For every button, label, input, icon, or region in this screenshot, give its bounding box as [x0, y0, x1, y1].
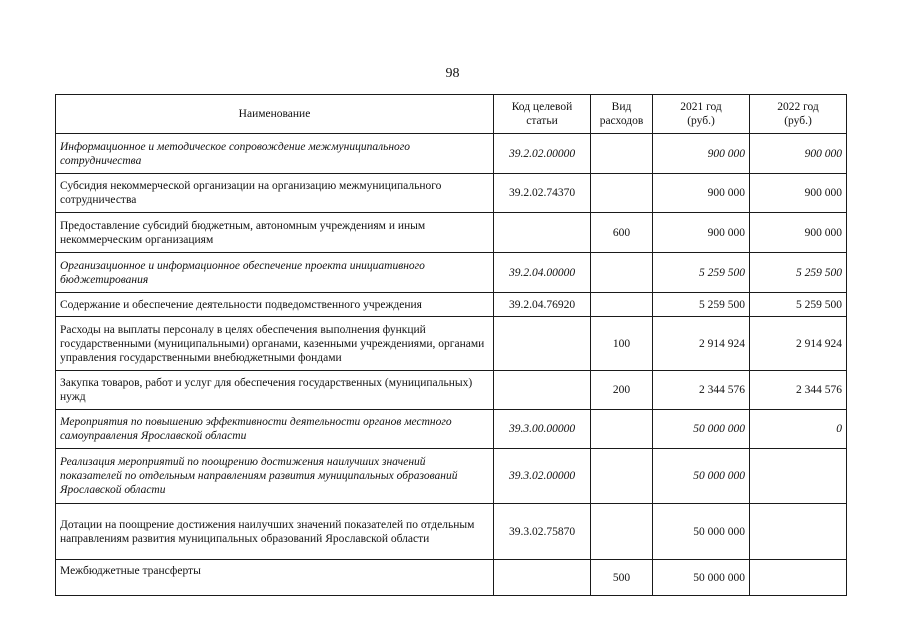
row-2022: 900 000 — [750, 174, 847, 213]
row-2022: 2 914 924 — [750, 317, 847, 371]
header-exp-line1: Вид — [611, 101, 632, 113]
header-2022-line1: 2022 год — [777, 101, 819, 113]
row-2021: 900 000 — [653, 213, 750, 253]
header-2022-line2: (руб.) — [784, 115, 812, 127]
header-2021-line2: (руб.) — [687, 115, 715, 127]
table-row — [56, 560, 847, 596]
row-expense-type: 600 — [591, 213, 653, 253]
row-code — [494, 213, 591, 253]
row-2022: 900 000 — [750, 134, 847, 174]
row-code: 39.2.04.00000 — [494, 253, 591, 293]
table-row — [56, 371, 847, 410]
row-2022 — [750, 504, 847, 560]
row-2021: 5 259 500 — [653, 293, 750, 317]
table-row — [56, 213, 847, 253]
row-2021: 50 000 000 — [653, 449, 750, 504]
table-row — [56, 134, 847, 174]
header-name: Наименование — [56, 95, 494, 134]
row-name: Информационное и методическое сопровождение межмуниципального сотрудничества — [56, 134, 494, 174]
row-expense-type — [591, 410, 653, 449]
row-expense-type: 200 — [591, 371, 653, 410]
row-name: Закупка товаров, работ и услуг для обеспечения государственных (муниципальных) нужд — [56, 371, 494, 410]
row-code: 39.3.02.75870 — [494, 504, 591, 560]
table-row — [56, 449, 847, 504]
header-exp-line2: расходов — [599, 115, 644, 127]
row-name: Мероприятия по повышению эффективности деятельности органов местного самоуправления Ярославской области — [56, 410, 494, 449]
row-expense-type — [591, 174, 653, 213]
row-2022: 0 — [750, 410, 847, 449]
row-name: Субсидия некоммерческой организации на организацию межмуниципального сотрудничества — [56, 174, 494, 213]
row-2021: 50 000 000 — [653, 504, 750, 560]
row-expense-type: 500 — [591, 560, 653, 596]
row-expense-type — [591, 504, 653, 560]
table-row — [56, 293, 847, 317]
header-2021 — [653, 95, 750, 134]
row-2021: 900 000 — [653, 134, 750, 174]
row-expense-type — [591, 253, 653, 293]
table-row — [56, 174, 847, 213]
header-expense-type — [591, 95, 653, 134]
header-2021-line1: 2021 год — [680, 101, 722, 113]
table-row — [56, 410, 847, 449]
row-code: 39.3.02.00000 — [494, 449, 591, 504]
row-2021: 2 344 576 — [653, 371, 750, 410]
row-code — [494, 371, 591, 410]
row-2022: 2 344 576 — [750, 371, 847, 410]
row-2021: 50 000 000 — [653, 410, 750, 449]
row-code: 39.2.02.00000 — [494, 134, 591, 174]
row-name: Дотации на поощрение достижения наилучших значений показателей по отдельным направлениям развития муниципальных образований Ярославской области — [56, 504, 494, 560]
row-name: Реализация мероприятий по поощрению достижения наилучших значений показателей по отдельным направлениям развития муниципальных образований Ярославской области — [56, 449, 494, 504]
row-code: 39.2.04.76920 — [494, 293, 591, 317]
table-row — [56, 317, 847, 371]
row-2022 — [750, 449, 847, 504]
row-2022: 900 000 — [750, 213, 847, 253]
row-2022: 5 259 500 — [750, 253, 847, 293]
row-name: Содержание и обеспечение деятельности подведомственного учреждения — [56, 293, 494, 317]
row-name: Расходы на выплаты персоналу в целях обеспечения выполнения функций государственными (муниципальными) органами, казенными учреждениями, органами управления государственными внебюджетными фондами — [56, 317, 494, 371]
row-code: 39.2.02.74370 — [494, 174, 591, 213]
row-2021: 2 914 924 — [653, 317, 750, 371]
header-code — [494, 95, 591, 134]
row-expense-type: 100 — [591, 317, 653, 371]
page-number: 98 — [445, 66, 460, 81]
row-2021: 900 000 — [653, 174, 750, 213]
header-2022 — [750, 95, 847, 134]
table-row — [56, 253, 847, 293]
row-code — [494, 317, 591, 371]
row-expense-type — [591, 293, 653, 317]
row-2021: 5 259 500 — [653, 253, 750, 293]
row-code: 39.3.00.00000 — [494, 410, 591, 449]
row-expense-type — [591, 134, 653, 174]
header-code-line1: Код целевой — [511, 101, 573, 113]
row-name: Предоставление субсидий бюджетным, автономным учреждениям и иным некоммерческим организациям — [56, 213, 494, 253]
row-2022 — [750, 560, 847, 596]
row-2022: 5 259 500 — [750, 293, 847, 317]
row-name: Организационное и информационное обеспечение проекта инициативного бюджетирования — [56, 253, 494, 293]
header-code-line2: статьи — [526, 115, 558, 127]
table-row — [56, 504, 847, 560]
table-header-row — [56, 95, 847, 134]
budget-table — [55, 94, 847, 596]
row-code — [494, 560, 591, 596]
row-name: Межбюджетные трансферты — [56, 560, 494, 596]
row-expense-type — [591, 449, 653, 504]
row-2021: 50 000 000 — [653, 560, 750, 596]
